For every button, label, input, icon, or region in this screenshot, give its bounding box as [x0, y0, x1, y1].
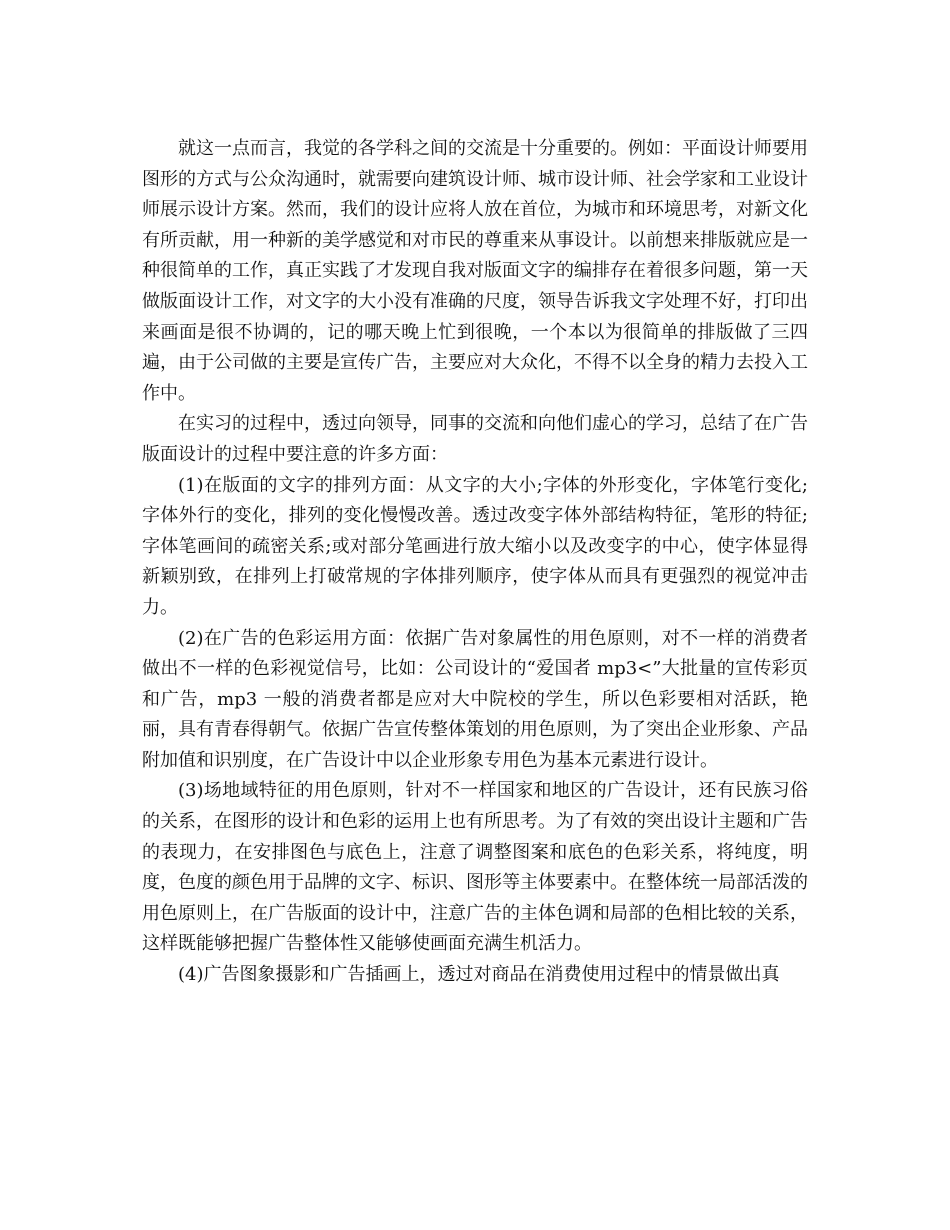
paragraph-text-layout: (1)在版面的文字的排列方面：从文字的大小;字体的外形变化，字体笔行变化;字体外行的变化，排列的变化慢慢改善。透过改变字体外部结构特征，笔形的特征;字体笔画间的疏密关系;或对部分笔画进行放大缩小以及改变字的中心，使字体显得新颖别致，在排列上打破常规的字体排列顺序，使字体从而具有更强烈的视觉冲击力。 — [142, 474, 808, 618]
paragraph-internship-summary: 在实习的过程中，透过向领导，同事的交流和向他们虚心的学习，总结了在广告版面设计的过程中要注意的许多方面： — [142, 413, 808, 465]
paragraph-color-usage: (2)在广告的色彩运用方面：依据广告对象属性的用色原则，对不一样的消费者做出不一样的色彩视觉信号，比如：公司设计的“爱国者 mp3<”大批量的宣传彩页和广告，mp3 一般的消费者都是应对大中院校的学生，所以色彩要相对活跃，艳丽，具有青春得朝气。依据广告宣传整体策划的用色原则，为了突出企业形象、产品附加值和识别度，在广告设计中以企业形象专用色为基本元素进行设计。 — [142, 627, 808, 771]
document-body — [142, 134, 808, 991]
paragraph-design-communication: 就这一点而言，我觉的各学科之间的交流是十分重要的。例如：平面设计师要用图形的方式与公众沟通时，就需要向建筑设计师、城市设计师、社会学家和工业设计师展示设计方案。然而，我们的设计应将人放在首位，为城市和环境思考，对新文化有所贡献，用一种新的美学感觉和对市民的尊重来从事设计。以前想来排版就应是一种很简单的工作，真正实践了才发现自我对版面文字的编排存在着很多问题，第一天做版面设计工作，对文字的大小没有准确的尺度，领导告诉我文字处理不好，打印出来画面是很不协调的，记的哪天晚上忙到很晚，一个本以为很简单的排版做了三四遍，由于公司做的主要是宣传广告，主要应对大众化，不得不以全身的精力去投入工作中。 — [142, 138, 808, 404]
paragraph-photography-illustration: (4)广告图象摄影和广告插画上，透过对商品在消费使用过程中的情景做出真 — [178, 964, 780, 986]
paragraph-regional-color: (3)场地域特征的用色原则，针对不一样国家和地区的广告设计，还有民族习俗的关系，在图形的设计和色彩的运用上也有所思考。为了有效的突出设计主题和广告的表现力，在安排图色与底色上，注意了调整图案和底色的色彩关系，将纯度，明度，色度的颜色用于品牌的文字、标识、图形等主体要素中。在整体统一局部活泼的用色原则上，在广告版面的设计中，注意广告的主体色调和局部的色相比较的关系，这样既能够把握广告整体性又能够使画面充满生机活力。 — [142, 780, 808, 955]
